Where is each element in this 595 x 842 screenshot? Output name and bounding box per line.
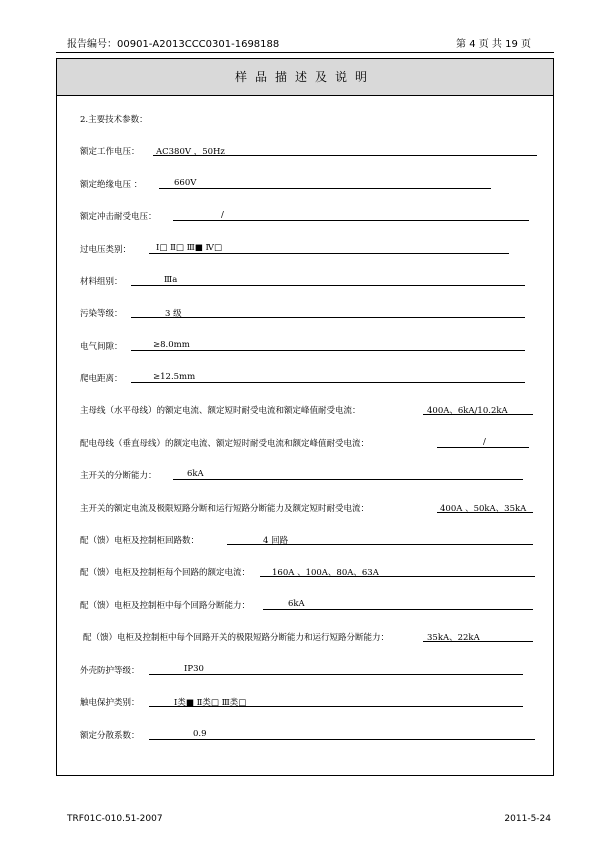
field-value: ≥12.5mm [153,372,196,382]
field-underline [149,739,535,740]
field-underline [437,447,529,448]
field-label: 主开关的额定电流及极限短路分断和运行短路分断能力及额定短时耐受电流： [80,504,370,514]
header-rule [56,52,554,53]
field-label: 额定工作电压： [80,147,140,157]
field-label: 主母线（水平母线）的额定电流、额定短时耐受电流和额定峰值耐受电流： [80,406,361,416]
field-underline [149,706,523,707]
field-value: 6kA [187,469,204,479]
field-value: 400A 、50kA、35kA [440,504,527,514]
field-value: AC380V ，50Hz [156,147,225,157]
field-value: 160A 、100A、80A、63A [272,568,379,578]
field-value: Ⅰ□ Ⅱ□ Ⅲ■ Ⅳ□ [156,243,223,253]
field-value: 660V [174,178,197,188]
form-number: TRF01C-010.51-2007 [67,814,163,824]
field-value: / [483,437,486,447]
field-underline [173,220,529,221]
field-underline [131,285,525,286]
field-underline [263,609,533,610]
field-value: Ⅰ类■ Ⅱ类□ Ⅲ类□ [174,698,247,708]
field-underline [149,674,523,675]
field-underline [227,544,533,545]
field-underline [423,641,533,642]
field-label: 电气间隙： [80,342,123,352]
field-label: 配（馈）电柜及控制柜中每个回路开关的极限短路分断能力和运行短路分断能力： [83,633,390,643]
description-box [56,58,554,776]
field-label: 过电压类别： [80,245,132,255]
field-underline [173,479,523,480]
field-label: 配（馈）电柜及控制柜每个回路的额定电流： [80,568,251,578]
page-info: 第 4 页 共 19 页 [456,39,531,50]
field-underline [131,317,525,318]
field-underline [159,188,491,189]
field-underline [437,512,533,513]
field-label: 配（馈）电柜及控制柜回路数： [80,536,200,546]
field-label: 触电保护类别： [80,698,140,708]
field-value: 6kA [288,599,305,609]
field-value: 35kA、22kA [427,633,480,643]
section-heading: 2.主要技术参数： [80,115,148,125]
report-number: 报告编号：00901-A2013CCC0301-1698188 [67,39,280,50]
field-label: 额定冲击耐受电压： [80,212,157,222]
field-label: 爬电距离： [80,374,123,384]
field-underline [149,253,509,254]
field-label: 外壳防护等级： [80,666,140,676]
field-label: 主开关的分断能力： [80,471,157,481]
field-underline [423,414,533,415]
field-value: 4 回路 [263,536,289,546]
field-value: Ⅲa [164,275,178,285]
field-label: 配（馈）电柜及控制柜中每个回路分断能力： [80,601,251,611]
field-label: 额定分散系数： [80,731,140,741]
field-label: 额定绝缘电压 ： [80,180,143,190]
field-label: 污染等级： [80,309,123,319]
field-label: 材料组别： [80,277,123,287]
section-title: 样品描述及说明 [57,59,553,96]
issue-date: 2011-5-24 [504,814,551,824]
field-value: ≥8.0mm [153,340,190,350]
field-value: 3 级 [165,309,182,319]
field-underline [131,382,525,383]
field-value: 400A、6kA/10.2kA [427,406,508,416]
field-underline [153,155,537,156]
field-value: IP30 [184,664,204,674]
field-value: / [221,210,224,220]
field-value: 0.9 [193,729,207,739]
field-underline [260,576,535,577]
field-underline [131,350,525,351]
field-label: 配电母线（垂直母线）的额定电流、额定短时耐受电流和额定峰值耐受电流： [80,439,370,449]
